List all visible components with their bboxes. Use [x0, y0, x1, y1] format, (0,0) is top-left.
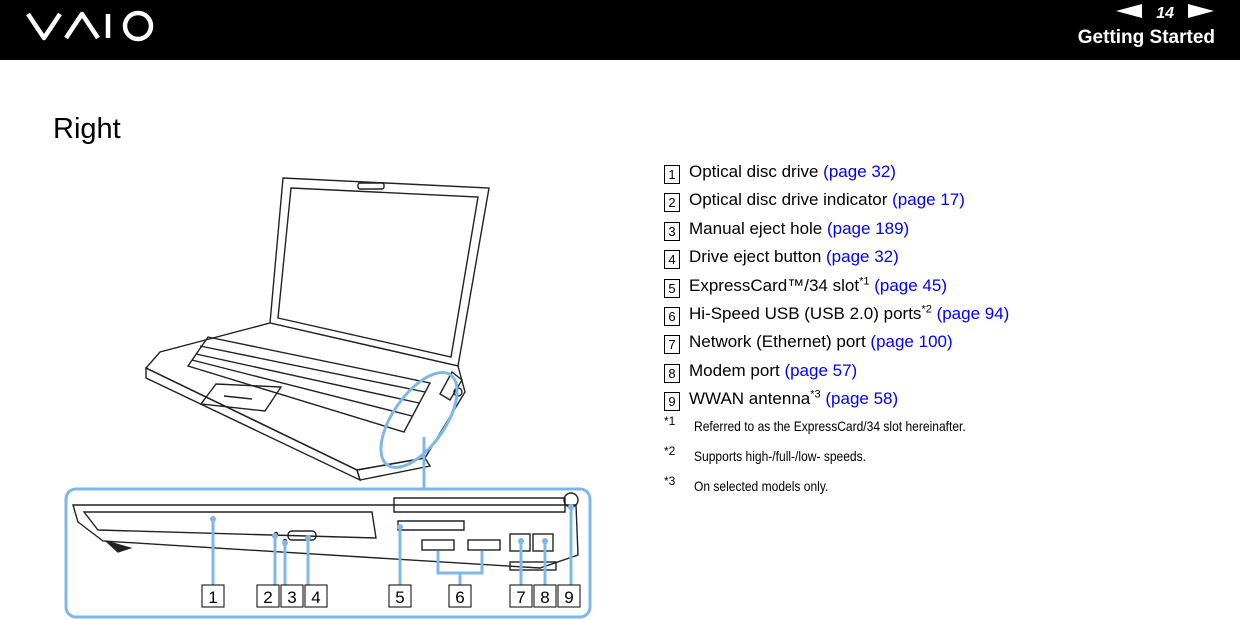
figure-callout: 9 [564, 588, 574, 607]
list-item [664, 276, 1010, 304]
list-item [664, 332, 1010, 360]
item-label: WWAN antenna [689, 389, 811, 409]
callout-number: 2 [664, 193, 680, 212]
list-item [664, 389, 1010, 417]
callout-number: 4 [664, 250, 680, 269]
page-link[interactable]: (page 17) [892, 190, 965, 210]
page-link[interactable]: (page 32) [826, 247, 899, 267]
figure-callout: 2 [263, 588, 273, 607]
item-label: Network (Ethernet) port [689, 332, 871, 352]
callout-number: 5 [664, 279, 680, 298]
callout-number: 8 [664, 364, 680, 383]
list-item [664, 361, 1010, 389]
list-item [664, 162, 1010, 190]
footnote [664, 413, 1010, 448]
figure-callout: 4 [311, 588, 321, 607]
page-link[interactable]: (page 45) [874, 275, 947, 295]
figure-callout: 8 [540, 588, 550, 607]
footnote-mark: *1 [664, 413, 676, 428]
laptop-right-side-figure [0, 60, 620, 620]
list-item [664, 247, 1010, 275]
list-item [664, 190, 1010, 218]
footnote [664, 473, 1010, 508]
figure-callout: 6 [455, 588, 465, 607]
page-link[interactable]: (page 57) [784, 360, 858, 380]
page-link[interactable]: (page 94) [936, 303, 1010, 323]
footnote-ref: *3 [810, 388, 821, 401]
page-link[interactable]: (page 58) [825, 389, 899, 409]
page-link[interactable]: (page 32) [823, 162, 896, 181]
previous-page-icon[interactable] [1116, 4, 1142, 23]
item-label: Optical disc drive indicator [689, 190, 893, 210]
footnote [664, 443, 1010, 478]
item-label: Drive eject button [689, 247, 827, 267]
footnote-mark: *3 [664, 473, 676, 488]
footnote-mark: *2 [664, 443, 676, 458]
page-title: Right [53, 113, 121, 145]
item-label: Modem port [689, 360, 785, 380]
page-navigator [1116, 4, 1214, 23]
callout-number: 7 [664, 335, 680, 354]
figure-callouts [202, 585, 580, 607]
list-item [664, 304, 1010, 332]
list-item [664, 219, 1010, 247]
footnote-ref: *1 [859, 274, 870, 287]
figure-callout: 5 [395, 588, 405, 607]
item-label: Manual eject hole [689, 218, 827, 238]
callout-number: 3 [664, 222, 680, 241]
footnote-ref: *2 [921, 303, 932, 316]
figure-callout: 7 [516, 588, 526, 607]
section-title[interactable]: Getting Started [1077, 27, 1215, 48]
vaio-logo [26, 8, 158, 44]
component-list [664, 162, 1010, 508]
figure-callout: 1 [208, 588, 218, 607]
page-link[interactable]: (page 189) [826, 218, 910, 238]
next-page-icon[interactable] [1188, 4, 1214, 23]
page-header [0, 0, 1240, 60]
page-link[interactable]: (page 100) [870, 332, 953, 352]
figure-callout: 3 [287, 588, 297, 607]
page-number: 14 [1156, 4, 1174, 22]
footnote-text: On selected models only. [694, 477, 829, 494]
footnote-text: Referred to as the ExpressCard/34 slot hereinafter. [694, 417, 966, 434]
callout-number: 1 [664, 165, 680, 184]
callout-number: 6 [664, 307, 680, 326]
item-label: Hi-Speed USB (USB 2.0) ports [689, 303, 922, 323]
item-label: ExpressCard™/34 slot [689, 275, 860, 295]
footnote-text: Supports high-/full-/low- speeds. [694, 447, 866, 464]
callout-number: 9 [664, 392, 680, 411]
item-label: Optical disc drive [689, 162, 824, 181]
